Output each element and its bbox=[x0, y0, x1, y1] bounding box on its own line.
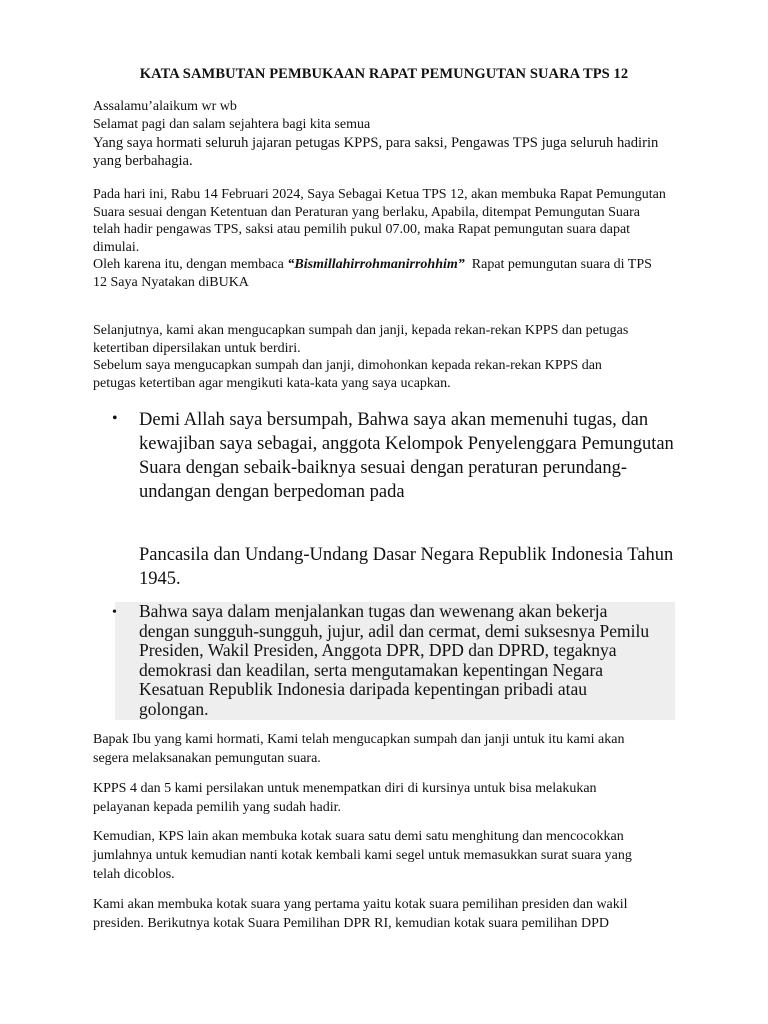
opening-line: Suara sesuai dengan Ketentuan dan Peraturan yang berlaku, Apabila, ditempat Pemungutan Suara bbox=[93, 204, 640, 220]
greeting-line: Yang saya hormati seluruh jajaran petugas KPPS, para saksi, Pengawas TPS juga seluruh hadirin bbox=[93, 135, 659, 151]
oath-line: 1945. bbox=[139, 569, 181, 589]
oath-line: Pancasila dan Undang-Undang Dasar Negara Republik Indonesia Tahun bbox=[139, 545, 674, 565]
oath-line: dengan sungguh-sungguh, jujur, adil dan cermat, demi suksesnya Pemilu bbox=[139, 620, 650, 641]
oath-intro-paragraph bbox=[93, 322, 683, 392]
oath-bullet-1 bbox=[139, 408, 684, 504]
ballot-box-paragraph bbox=[93, 827, 683, 884]
kpps-line: KPPS 4 dan 5 kami persilakan untuk menempatkan diri di kursinya untuk bisa melakukan bbox=[93, 781, 597, 796]
oath-bullet-2 bbox=[139, 602, 679, 720]
opening-line-pre: Oleh karena itu, dengan membaca bbox=[93, 257, 288, 272]
open-boxes-line: presiden. Berikutnya kotak Suara Pemilihan DPR RI, kemudian kotak suara pemilihan DPD bbox=[93, 916, 609, 931]
greeting-paragraph bbox=[93, 98, 683, 170]
kpps-paragraph bbox=[93, 779, 683, 817]
oath-line: golongan. bbox=[139, 698, 209, 719]
opening-line: 12 Saya Nyatakan diBUKA bbox=[93, 274, 249, 290]
bismillah-text: “Bismillahirrohmanirrohhim” bbox=[287, 257, 465, 272]
opening-paragraph bbox=[93, 186, 683, 291]
after-oath-line: Bapak Ibu yang kami hormati, Kami telah mengucapkan sumpah dan janji untuk itu kami akan bbox=[93, 732, 625, 747]
open-boxes-line: Kami akan membuka kotak suara yang pertama yaitu kotak suara pemilihan presiden dan wakil bbox=[93, 897, 628, 912]
after-oath-paragraph bbox=[93, 730, 683, 768]
oath-line: Presiden, Wakil Presiden, Anggota DPR, DPD dan DPRD, tegaknya bbox=[139, 640, 617, 661]
opening-line bbox=[93, 256, 683, 274]
ballot-box-line: telah dicoblos. bbox=[93, 867, 175, 882]
ballot-box-line: jumlahnya untuk kemudian nanti kotak kembali kami segel untuk memasukkan surat suara yang bbox=[93, 848, 632, 863]
opening-line: dimulai. bbox=[93, 239, 140, 255]
oath-line: demokrasi dan keadilan, serta mengutamakan kepentingan Negara bbox=[139, 659, 604, 680]
oath-intro-line: Selanjutnya, kami akan mengucapkan sumpah dan janji, kepada rekan-rekan KPPS dan petugas bbox=[93, 323, 629, 338]
oath-line: undangan dengan berpedoman pada bbox=[139, 482, 405, 502]
oath-intro-line: Sebelum saya mengucapkan sumpah dan janji, dimohonkan kepada rekan-rekan KPPS dan bbox=[93, 358, 602, 373]
opening-line: telah hadir pengawas TPS, saksi atau pemilih pukul 07.00, maka Rapat pemungutan suara dapat bbox=[93, 222, 631, 237]
oath-intro-line: petugas ketertiban agar mengikuti kata-kata yang saya ucapkan. bbox=[93, 375, 451, 391]
bullet-marker: • bbox=[112, 605, 117, 620]
after-oath-line: segera melaksanakan pemungutan suara. bbox=[93, 751, 321, 766]
oath-line: kewajiban saya sebagai, anggota Kelompok Penyelenggara Pemungutan bbox=[139, 434, 674, 454]
greeting-line: Selamat pagi dan salam sejahtera bagi kita semua bbox=[93, 117, 371, 132]
oath-line: Suara dengan sebaik-baiknya sesuai dengan peraturan perundang- bbox=[139, 458, 628, 478]
greeting-line: Assalamu’alaikum wr wb bbox=[93, 99, 237, 114]
document-title: KATA SAMBUTAN PEMBUKAAN RAPAT PEMUNGUTAN SUARA TPS 12 bbox=[139, 66, 629, 82]
oath-intro-line: ketertiban dipersilakan untuk berdiri. bbox=[93, 340, 301, 356]
opening-line: Pada hari ini, Rabu 14 Februari 2024, Saya Sebagai Ketua TPS 12, akan membuka Rapat Pemungutan bbox=[93, 187, 666, 202]
opening-line-post: Rapat pemungutan suara di TPS bbox=[464, 257, 652, 272]
open-boxes-paragraph bbox=[93, 895, 683, 933]
oath-line: Kesatuan Republik Indonesia daripada kepentingan pribadi atau bbox=[139, 679, 588, 700]
oath-line: Demi Allah saya bersumpah, Bahwa saya akan memenuhi tugas, dan bbox=[139, 410, 649, 430]
greeting-line: yang berbahagia. bbox=[93, 153, 193, 169]
bullet-marker: • bbox=[112, 410, 118, 427]
ballot-box-line: Kemudian, KPS lain akan membuka kotak suara satu demi satu menghitung dan mencocokkan bbox=[93, 829, 624, 844]
kpps-line: pelayanan kepada pemilih yang sudah hadir. bbox=[93, 800, 342, 815]
oath-bullet-1-continued bbox=[139, 543, 684, 591]
oath-line: Bahwa saya dalam menjalankan tugas dan wewenang akan bekerja bbox=[139, 601, 608, 621]
